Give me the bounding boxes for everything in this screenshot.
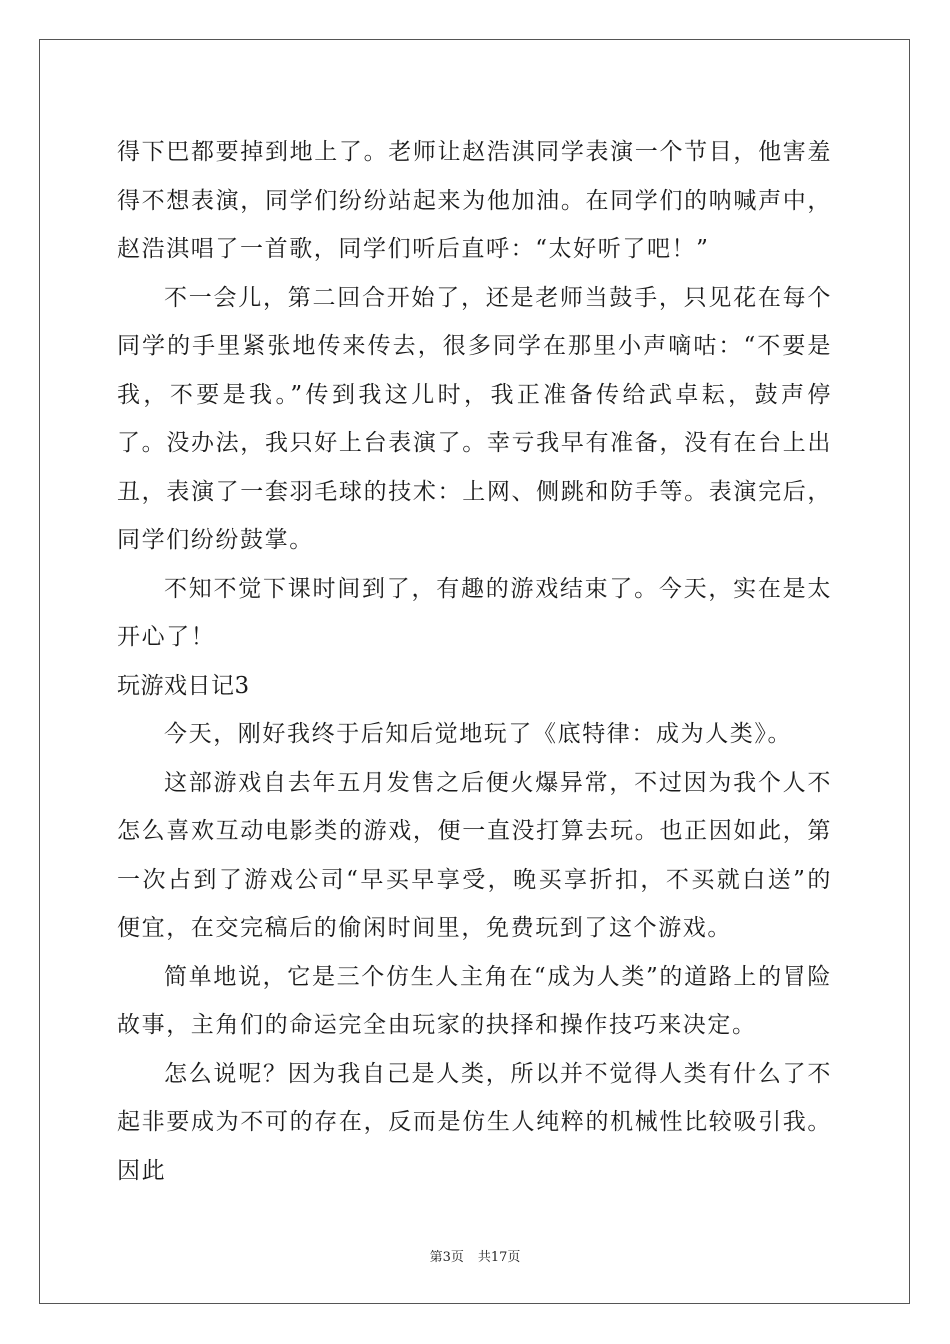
paragraph-2: 不一会儿，第二回合开始了，还是老师当鼓手，只见花在每个同学的手里紧张地传来传去，很多同学在那里小声嘀咕：“不要是我，不要是我。”传到我这儿时，我正准备传给武卓耘，鼓声停了。没办法，我只好上台表演了。幸亏我早有准备，没有在台上出丑，表演了一套羽毛球的技术：上网、侧跳和防手等。表演完后，同学们纷纷鼓掌。 <box>117 284 832 553</box>
paragraph-7: 怎么说呢？因为我自己是人类，所以并不觉得人类有什么了不起非要成为不可的存在，反而是仿生人纯粹的机械性比较吸引我。因此 <box>117 1060 832 1184</box>
paragraph-6: 简单地说，它是三个仿生人主角在“成为人类”的道路上的冒险故事，主角们的命运完全由玩家的抉择和操作技巧来决定。 <box>117 963 832 1038</box>
paragraph-5: 这部游戏自去年五月发售之后便火爆异常，不过因为我个人不怎么喜欢互动电影类的游戏，便一直没打算去玩。也正因如此，第一次占到了游戏公司“早买早享受，晚买享折扣，不买就白送”的便宜，在交完稿后的偷闲时间里，免费玩到了这个游戏。 <box>117 769 832 941</box>
page-total: 共17页 <box>477 1250 521 1265</box>
page-number: 第3页 <box>429 1250 464 1265</box>
section-heading: 玩游戏日记3 <box>117 672 250 699</box>
paragraph-4: 今天，刚好我终于后知后觉地玩了《底特律：成为人类》。 <box>164 721 793 747</box>
document-body <box>117 128 832 1195</box>
page-footer <box>0 1246 950 1265</box>
paragraph-1: 得下巴都要掉到地上了。老师让赵浩淇同学表演一个节目，他害羞得不想表演，同学们纷纷站起来为他加油。在同学们的呐喊声中，赵浩淇唱了一首歌，同学们听后直呼：“太好听了吧！” <box>117 139 832 262</box>
paragraph-3: 不知不觉下课时间到了，有趣的游戏结束了。今天，实在是太开心了！ <box>117 575 832 650</box>
